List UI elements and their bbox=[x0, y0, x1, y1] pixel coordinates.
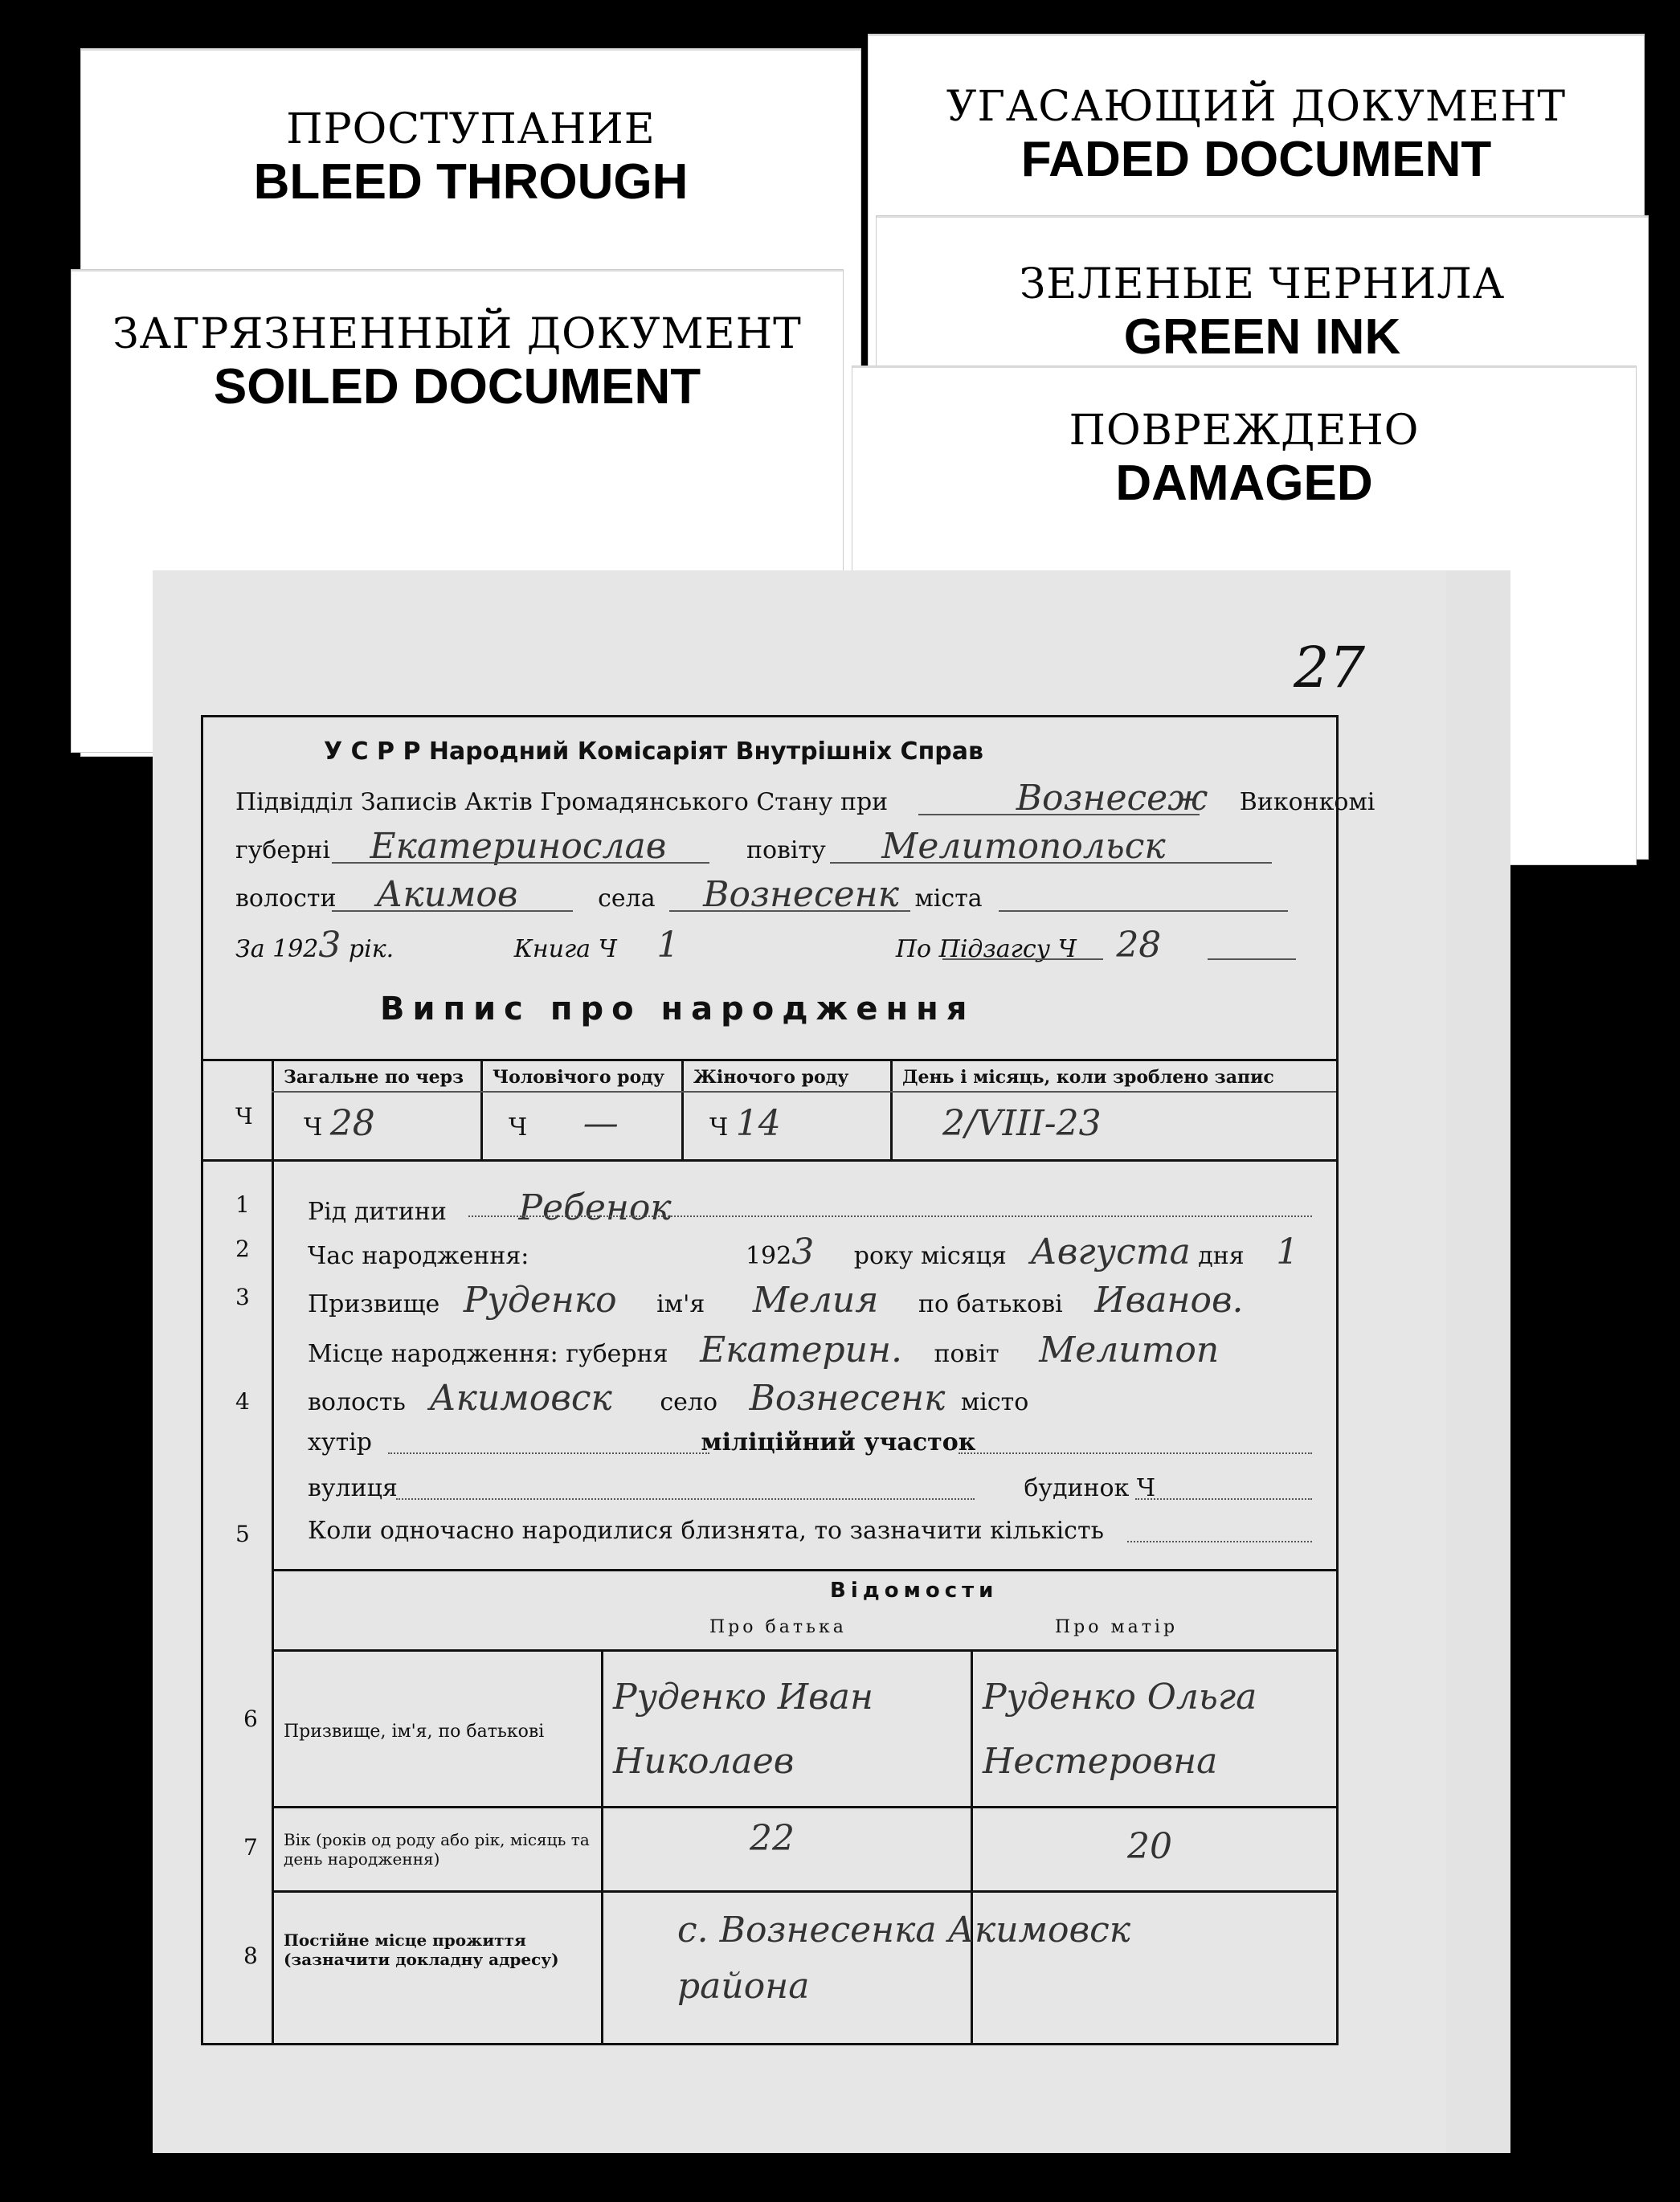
row-num: 6 bbox=[243, 1706, 258, 1732]
row-label: Коли одночасно народилися близнята, то зазначити кількість bbox=[308, 1517, 1104, 1545]
row-num: 4 bbox=[235, 1388, 250, 1415]
row-num: 7 bbox=[243, 1834, 258, 1861]
document-title: Випис про народження bbox=[380, 991, 975, 1027]
counts-row-prefix: Ч bbox=[235, 1103, 253, 1130]
counts-col3-head: Жіночого роду bbox=[693, 1067, 849, 1088]
counts-col2 bbox=[509, 1103, 619, 1144]
label-en: DAMAGED bbox=[1115, 456, 1373, 511]
row-num: 1 bbox=[235, 1191, 250, 1218]
row-num: 2 bbox=[235, 1236, 250, 1262]
counts-col1-head: Загальне по черз bbox=[284, 1067, 464, 1088]
col1-handwritten: 28 bbox=[329, 1103, 375, 1144]
povit-handwritten: Мелитоп bbox=[1039, 1330, 1220, 1371]
mista-label: міста bbox=[914, 884, 983, 913]
year-handwritten: 3 bbox=[318, 925, 341, 966]
address-handwritten: с. Вознесенка Акимовск района bbox=[677, 1910, 1131, 2007]
row-label: волость bbox=[308, 1388, 406, 1416]
father-name-handwritten: Руденко Иван Николаев bbox=[613, 1677, 873, 1782]
year-handwritten: 3 bbox=[791, 1232, 815, 1273]
day-handwritten: 1 bbox=[1276, 1232, 1299, 1273]
selo-handwritten: Вознесенк bbox=[749, 1378, 946, 1419]
counts-col4 bbox=[942, 1103, 1102, 1144]
selo-label: село bbox=[660, 1388, 718, 1416]
office-handwritten: Вознесеж bbox=[1016, 778, 1208, 819]
row-label: вулиця bbox=[308, 1474, 398, 1502]
child-row-birthplace bbox=[308, 1330, 1219, 1371]
year-label: За 192 bbox=[235, 935, 319, 963]
parents-heading: Відомости bbox=[830, 1579, 999, 1603]
label-en: FADED DOCUMENT bbox=[1020, 132, 1492, 187]
label-ru: УГАСАЮЩИЙ ДОКУМЕНТ bbox=[946, 83, 1567, 131]
label-ru: ЗАГРЯЗНЕННЫЙ ДОКУМЕНТ bbox=[112, 310, 802, 358]
child-row-3 bbox=[308, 1280, 1244, 1321]
counts-col4-head: День і місяць, коли зроблено запис bbox=[902, 1067, 1274, 1088]
father-age-handwritten: 22 bbox=[750, 1818, 795, 1859]
selo-label: села bbox=[598, 884, 656, 913]
gubernia-label: губерні bbox=[235, 836, 330, 864]
volost-handwritten: Акимов bbox=[376, 874, 518, 915]
header-line-2 bbox=[235, 778, 1375, 819]
prefix: Ч bbox=[304, 1113, 323, 1142]
label-en: SOILED DOCUMENT bbox=[213, 359, 701, 415]
prefix: Ч bbox=[709, 1113, 729, 1142]
volost-handwritten: Акимовск bbox=[429, 1378, 612, 1419]
row-label: Місце народження: губерня bbox=[308, 1340, 668, 1368]
executive-label: Виконкомі bbox=[1239, 788, 1375, 816]
record-label: По Підзагсу Ч bbox=[895, 935, 1077, 963]
mother-head: Про матір bbox=[1055, 1617, 1179, 1637]
year-prefix: 192 bbox=[745, 1242, 792, 1270]
birth-certificate-form bbox=[201, 715, 1375, 2045]
row-num: 5 bbox=[235, 1521, 250, 1547]
child-row-1 bbox=[308, 1187, 672, 1228]
selo-handwritten: Вознесенк bbox=[703, 874, 899, 915]
counts-col3 bbox=[709, 1103, 781, 1144]
povit-label: повіт bbox=[934, 1340, 999, 1368]
col4-handwritten: 2/VIII-23 bbox=[942, 1103, 1102, 1144]
book-label: Книга Ч bbox=[513, 935, 617, 963]
label-ru: ПРОСТУПАНИЕ bbox=[286, 105, 656, 153]
sex-handwritten: Ребенок bbox=[518, 1187, 672, 1228]
surname-handwritten: Руденко bbox=[463, 1280, 617, 1321]
gubernia-handwritten: Екатерин. bbox=[700, 1330, 902, 1371]
day-label: дня bbox=[1198, 1242, 1245, 1270]
povit-label: повіту bbox=[746, 836, 826, 864]
row-num: 8 bbox=[243, 1943, 258, 1969]
row-num: 3 bbox=[235, 1284, 250, 1310]
patronymic-label: по батькові bbox=[918, 1290, 1063, 1318]
parent-row-label: Призвище, ім'я, по батькові bbox=[284, 1722, 545, 1742]
row-label: Рід дитини bbox=[308, 1198, 447, 1226]
row-label: Час народження: bbox=[308, 1242, 529, 1270]
child-row-5 bbox=[308, 1517, 1104, 1545]
father-head: Про батька bbox=[709, 1617, 847, 1637]
record-handwritten: 28 bbox=[1116, 925, 1162, 966]
header-line-4 bbox=[235, 874, 983, 915]
year-suffix: рік. bbox=[348, 935, 394, 963]
volost-label: волости bbox=[235, 884, 337, 913]
patronymic-handwritten: Иванов. bbox=[1094, 1280, 1244, 1321]
counts-col1 bbox=[304, 1103, 375, 1144]
misto-label: місто bbox=[960, 1388, 1029, 1416]
name-label: ім'я bbox=[656, 1290, 705, 1318]
col3-handwritten: 14 bbox=[735, 1103, 781, 1144]
prefix: Ч bbox=[509, 1113, 528, 1142]
parent-row-label: Постійне місце прожиття (зазначити докладну адресу) bbox=[284, 1930, 559, 1969]
row-label: хутір bbox=[308, 1428, 372, 1456]
militia-label: міліційний участок bbox=[701, 1428, 976, 1456]
col2-handwritten: — bbox=[582, 1103, 619, 1144]
year-suffix: року місяця bbox=[853, 1242, 1007, 1270]
label-en: BLEED THROUGH bbox=[253, 154, 689, 210]
book-handwritten: 1 bbox=[656, 925, 680, 966]
gubernia-handwritten: Екатеринослав bbox=[370, 826, 667, 867]
label-ru: ПОВРЕЖДЕНО bbox=[1069, 406, 1420, 455]
label-ru: ЗЕЛЕНЫЕ ЧЕРНИЛА bbox=[1019, 260, 1506, 308]
header-line-1: У С Р Р Народний Комісаріят Внутрішніх Справ bbox=[324, 737, 984, 766]
label-en: GREEN INK bbox=[1123, 309, 1401, 365]
header-line-3 bbox=[235, 826, 1166, 867]
house-label: будинок Ч bbox=[1024, 1474, 1156, 1502]
povit-handwritten: Мелитопольск bbox=[881, 826, 1166, 867]
child-row-2 bbox=[308, 1232, 1298, 1273]
name-handwritten: Мелия bbox=[752, 1280, 879, 1321]
child-row-4 bbox=[308, 1378, 1028, 1419]
counts-col2-head: Чоловічого роду bbox=[493, 1067, 664, 1088]
mother-name-handwritten: Руденко Ольга Нестеровна bbox=[983, 1677, 1257, 1782]
month-handwritten: Августа bbox=[1030, 1232, 1191, 1273]
parent-row-label: Вік (років од роду або рік, місяць та день народження) bbox=[284, 1830, 590, 1869]
office-label: Підвідділ Записів Актів Громадянського Стану при bbox=[235, 788, 889, 816]
page-number: 27 bbox=[1294, 635, 1366, 701]
mother-age-handwritten: 20 bbox=[1127, 1826, 1172, 1867]
row-label: Призвище bbox=[308, 1290, 440, 1318]
